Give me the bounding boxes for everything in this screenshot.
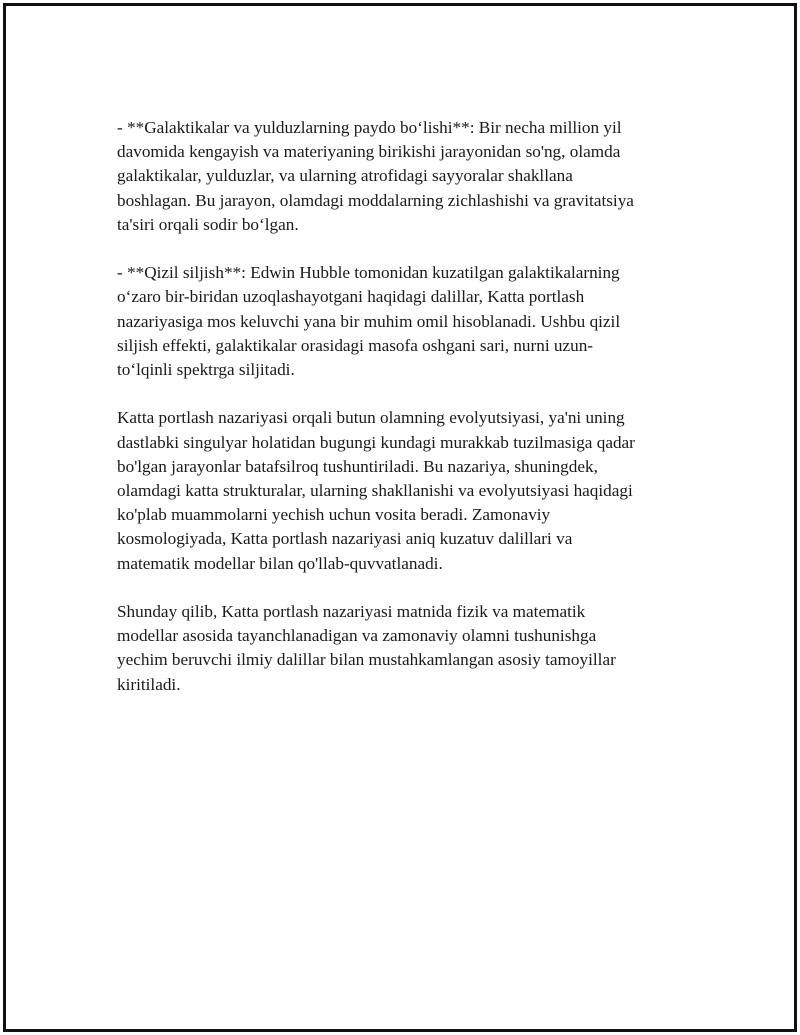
text-line: Shunday qilib, Katta portlash nazariyasi matnida fizik va matematik (117, 602, 586, 622)
text-line: toʻlqinli spektrga siljitadi. (117, 360, 295, 380)
text-line: matematik modellar bilan qo'llab-quvvatlanadi. (117, 553, 443, 573)
text-line: dastlabki singulyar holatidan bugungi kundagi murakkab tuzilmasiga qadar (117, 432, 635, 452)
text-line: bo'lgan jarayonlar batafsilroq tushuntiriladi. Bu nazariya, shuningdek, (117, 456, 598, 476)
text-line: kosmologiyada, Katta portlash nazariyasi aniq kuzatuv dalillari va (117, 529, 573, 549)
paragraph-redshift (117, 261, 697, 382)
text-line: kiritiladi. (117, 674, 181, 694)
text-line: siljish effekti, galaktikalar orasidagi masofa oshgani sari, nurni uzun- (117, 335, 594, 355)
paragraph-evolution (117, 406, 697, 575)
text-line: nazariyasiga mos keluvchi yana bir muhim omil hisoblanadi. Ushbu qizil (117, 311, 621, 331)
text-line: yechim beruvchi ilmiy dalillar bilan mustahkamlangan asosiy tamoyillar (117, 650, 616, 670)
text-line: boshlagan. Bu jarayon, olamdagi moddalarning zichlashishi va gravitatsiya (117, 190, 634, 210)
text-line: ko'plab muammolarni yechish uchun vosita beradi. Zamonaviy (117, 505, 551, 525)
text-line: oʻzaro bir-biridan uzoqlashayotgani haqidagi dalillar, Katta portlash (117, 287, 585, 307)
text-line: ta'siri orqali sodir boʻlgan. (117, 214, 299, 234)
text-line: Katta portlash nazariyasi orqali butun olamning evolyutsiyasi, ya'ni uning (117, 408, 625, 428)
text-line: davomida kengayish va materiyaning birikishi jarayonidan so'ng, olamda (117, 142, 621, 162)
text-line: - **Galaktikalar va yulduzlarning paydo boʻlishi**: Bir necha million yil (117, 118, 622, 137)
text-line: modellar asosida tayanchlanadigan va zamonaviy olamni tushunishga (117, 626, 597, 646)
document-body (117, 116, 697, 721)
paragraph-conclusion (117, 600, 697, 697)
paragraph-galaxy-formation (117, 116, 697, 237)
text-line: olamdagi katta strukturalar, ularning shakllanishi va evolyutsiyasi haqidagi (117, 481, 633, 501)
text-line: galaktikalar, yulduzlar, va ularning atrofidagi sayyoralar shakllana (117, 166, 573, 186)
text-line: - **Qizil siljish**: Edwin Hubble tomonidan kuzatilgan galaktikalarning (117, 263, 620, 283)
